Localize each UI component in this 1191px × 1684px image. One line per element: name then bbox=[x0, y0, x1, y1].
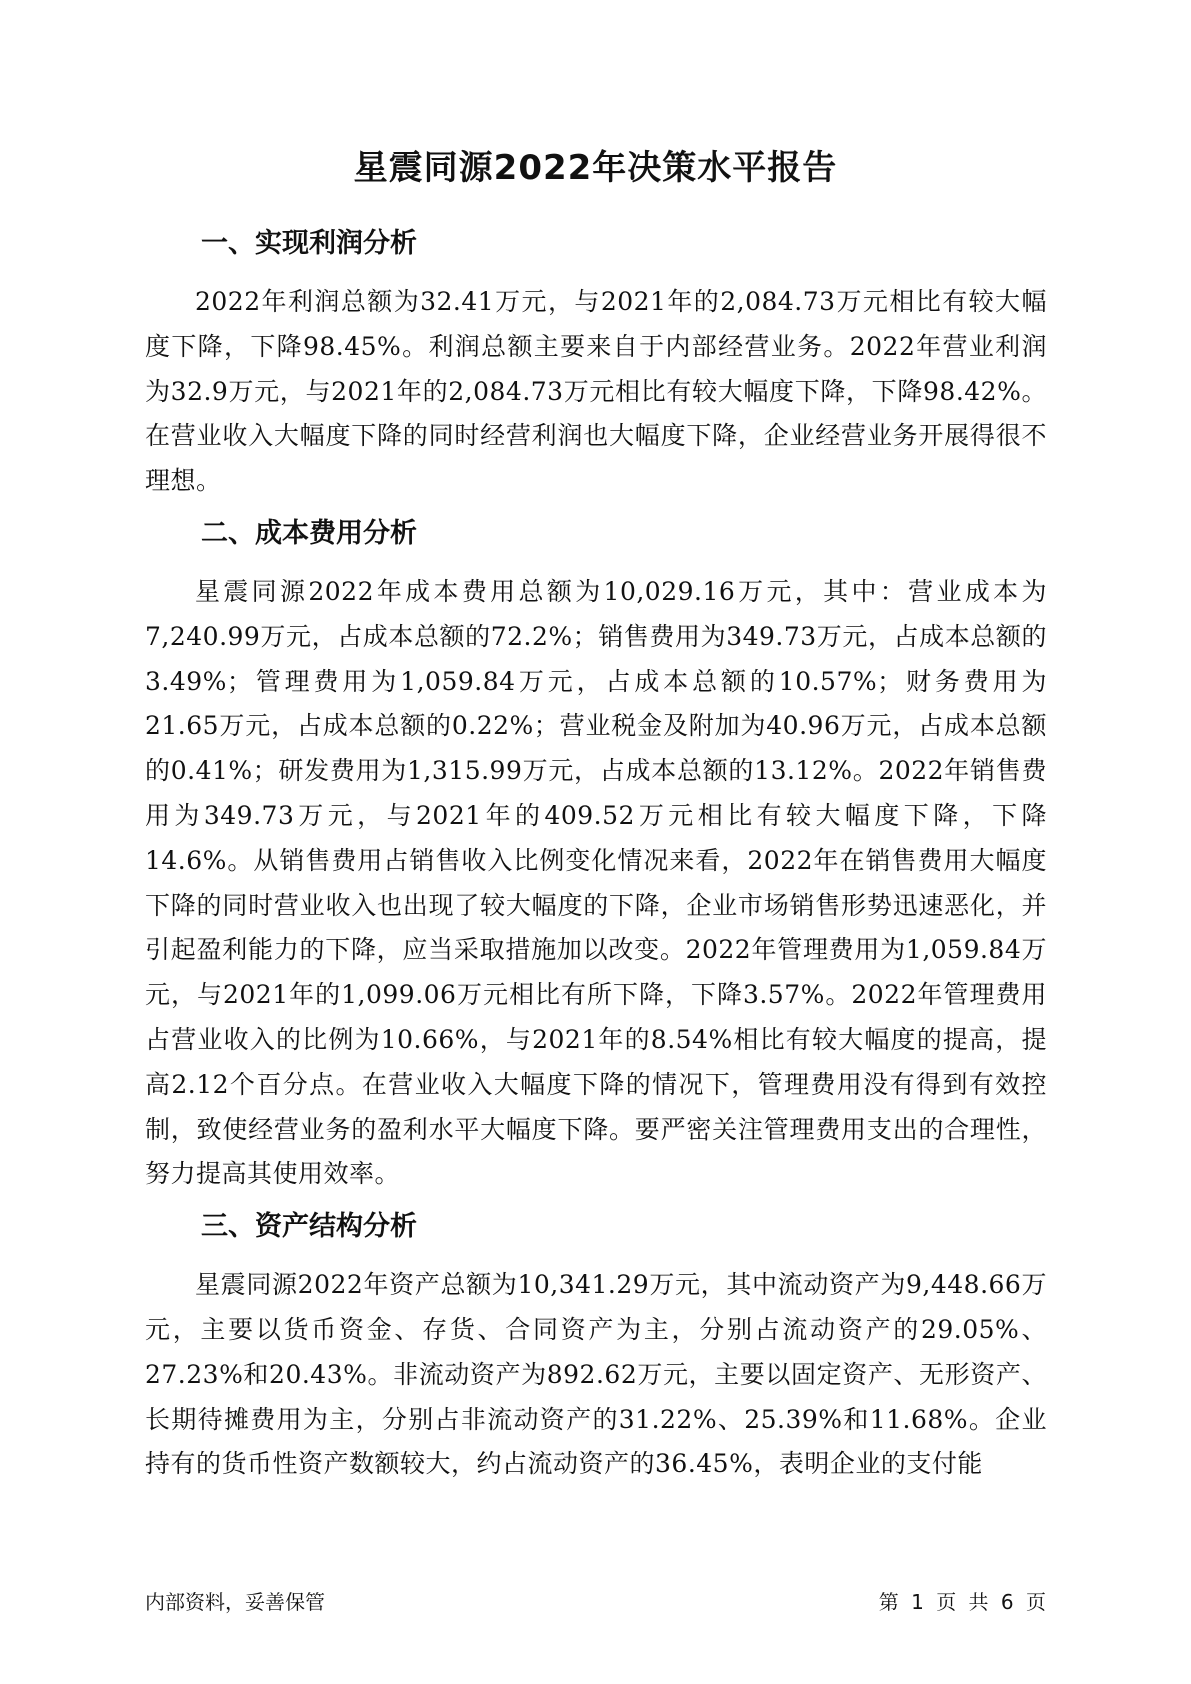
section-assets bbox=[145, 1205, 1047, 1487]
section-heading: 二、成本费用分析 bbox=[201, 517, 417, 549]
section-heading: 一、实现利润分析 bbox=[201, 228, 417, 259]
section-paragraph: 2022年利润总额为32.41万元，与2021年的2,084.73万元相比有较大幅度下降，下降98.45%。利润总额主要来自于内部经营业务。2022年营业利润为32.9万元，与2021年的2,084.73万元相比有较大幅度下降，下降98.42%。在营业收入大幅度下降的同时经营利润也大幅度下降，企业经营业务开展得很不理想。 bbox=[145, 287, 1047, 496]
section-heading: 三、资产结构分析 bbox=[201, 1211, 417, 1243]
document-title: 星震同源2022年决策水平报告 bbox=[353, 148, 838, 188]
footer-confidential-note: 内部资料，妥善保管 bbox=[145, 1590, 325, 1614]
section-cost bbox=[145, 512, 1047, 1197]
footer-page-number: 第 1 页 共 6 页 bbox=[878, 1590, 1046, 1614]
section-paragraph: 星震同源2022年资产总额为10,341.29万元，其中流动资产为9,448.66万元，主要以货币资金、存货、合同资产为主，分别占流动资产的29.05%、27.23%和20.43%。非流动资产为892.62万元，主要以固定资产、无形资产、长期待摊费用为主，分别占非流动资产的31.22%、25.39%和11.68%。企业持有的货币性资产数额较大，约占流动资产的36.45%，表明企业的支付能 bbox=[145, 1270, 1047, 1479]
document-body bbox=[145, 222, 1047, 1495]
section-profit bbox=[145, 222, 1047, 504]
section-paragraph: 星震同源2022年成本费用总额为10,029.16万元，其中：营业成本为7,240.99万元，占成本总额的72.2%；销售费用为349.73万元，占成本总额的3.49%；管理费用为1,059.84万元，占成本总额的10.57%；财务费用为21.65万元，占成本总额的0.22%；营业税金及附加为40.96万元，占成本总额的0.41%；研发费用为1,315.99万元，占成本总额的13.12%。2022年销售费用为349.73万元，与2021年的409.52万元相比有较大幅度下降，下降14.6%。从销售费用占销售收入比例变化情况来看，2022年在销售费用大幅度下降的同时营业收入也出现了较大幅度的下降，企业市场销售形势迅速恶化，并引起盈利能力的下降，应当采取措施加以改变。2022年管理费用为1,059.84万元，与2021年的1,099.06万元相比有所下降，下降3.57%。2022年管理费用占营业收入的比例为10.66%，与2021年的8.54%相比有较大幅度的提高，提高2.12个百分点。在营业收入大幅度下降的情况下，管理费用没有得到有效控制，致使经营业务的盈利水平大幅度下降。要严密关注管理费用支出的合理性，努力提高其使用效率。 bbox=[145, 576, 1047, 1189]
